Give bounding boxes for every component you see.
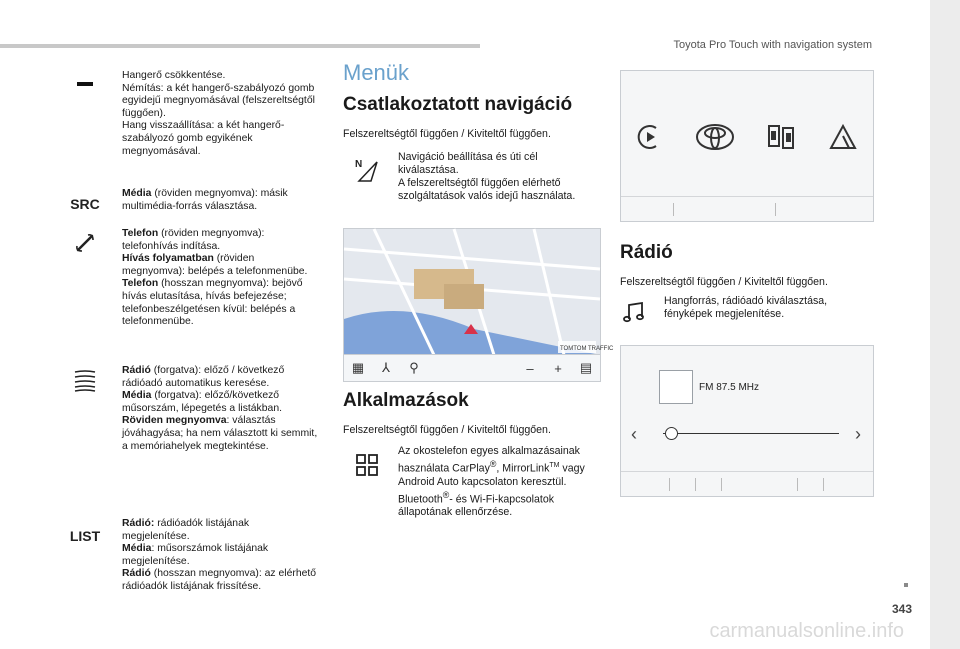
row-text-line: Telefon (hosszan megnyomva): bejövő hívás elutasítása, hívás befejezése; telefonbeszélgetésen kívül: belépés a telefonmenübe. [122, 278, 303, 328]
page-header: Toyota Pro Touch with navigation system [673, 39, 872, 51]
apps-desc-block [343, 445, 603, 535]
frequency-slider[interactable] [663, 433, 839, 434]
apps-title: Alkalmazások [343, 390, 469, 411]
navigation-icon [355, 157, 381, 188]
map-logo: TOMTOM TRAFFIC [560, 346, 614, 352]
list-icon: LIST [69, 528, 101, 544]
map-view[interactable] [344, 229, 614, 355]
phone-icon [60, 232, 110, 257]
fm-frequency: FM 87.5 MHz [699, 382, 760, 393]
radio-subtitle: Felszereltségtől függően / Kiviteltől függően. [620, 276, 828, 288]
radio-desc-block [620, 295, 880, 335]
map-screen[interactable] [343, 228, 614, 382]
toyota-logo-icon[interactable] [695, 123, 735, 156]
row-text-line: Hívás folyamatban (röviden megnyomva): belépés a telefonmenübe. [122, 253, 308, 277]
radio-screen [620, 345, 874, 497]
nav-desc-block [343, 151, 603, 215]
apps-subtitle: Felszereltségtől függően / Kiviteltől függően. [343, 424, 551, 436]
row-list-text [122, 518, 318, 594]
radio-screen-bar [621, 471, 873, 496]
side-strip [930, 0, 960, 649]
header-rule [0, 44, 480, 48]
pedestrian-icon[interactable]: ⅄ [382, 360, 390, 375]
row-volume-down-text: Hangerő csökkentése. Némítás: a két hangerő-szabályozó gomb egyidejű megnyomásával (felszereltségtől függően). Hang visszaállítása: a két hangerő-szabályozó gomb egyikének megnyomásával. [122, 70, 315, 157]
radio-title: Rádió [620, 242, 673, 263]
row-text-line: Rádió (hosszan megnyomva): az elérhető rádióadók listájának frissítése. [122, 568, 317, 592]
apps-grid-icon [355, 453, 379, 482]
nav-subtitle: Felszereltségtől függően / Kiviteltől függően. [343, 128, 551, 140]
zoom-out-icon[interactable]: – [526, 360, 534, 376]
chevron-right-icon[interactable]: › [855, 424, 861, 444]
flag-icon[interactable]: ▦ [351, 360, 365, 375]
apps-description: Az okostelefon egyes alkalmazásainak használata CarPlay®, MirrorLink™ vagy Android Auto kapcsolaton keresztül. Bluetooth®- és Wi-Fi-kapcsolatok állapotának ellenőrzése. [398, 445, 585, 519]
frequency-slider-handle[interactable] [665, 427, 678, 440]
page-number: 343 [891, 602, 912, 616]
minus-icon [60, 76, 110, 92]
svg-text:N: N [355, 159, 363, 170]
nav-description: Navigáció beállítása és úti cél kiválasztása. A felszereltségtől függően elérhető szolgáltatások valós idejű használata. [398, 151, 576, 202]
station-artwork [659, 370, 693, 404]
radio-description: Hangforrás, rádióadó kiválasztása, fényképek megjelenítése. [664, 295, 828, 320]
row-radio-text [122, 365, 318, 453]
apps-screen-icons [621, 123, 873, 156]
carplay-icon[interactable] [636, 123, 664, 156]
row-text-line: Média (forgatva): előző/következő műsorszám, lépegetés a listákban. [122, 390, 282, 414]
map-menu-icon[interactable]: ▤ [579, 360, 593, 375]
row-text-line: Rádió: rádióadók listájának megjelenítése. [122, 518, 250, 542]
page-dot [904, 583, 908, 587]
row-text-line: Röviden megnyomva: választás jóváhagyása; ha nem választott ki semmit, a memóriahelyek megtekintése. [122, 415, 318, 452]
android-auto-icon[interactable] [828, 123, 858, 156]
music-note-icon [622, 301, 646, 328]
row-text-line: Rádió (forgatva): előző / következő rádióadó automatikus keresése. [122, 365, 285, 389]
nav-title: Csatlakoztatott navigáció [343, 94, 573, 115]
radio-section [620, 242, 880, 335]
src-icon: SRC [70, 196, 100, 212]
map-toolbar [344, 354, 600, 381]
row-text-line: Média: műsorszámok listájának megjelenítése. [122, 543, 269, 567]
watermark: carmanualsonline.info [709, 620, 904, 642]
row-phone-text [122, 228, 318, 329]
apps-screen [620, 70, 874, 222]
apps-screen-bar [621, 196, 873, 221]
menus-title: Menük [343, 60, 410, 85]
zoom-in-icon[interactable]: + [554, 360, 562, 376]
row-text-line: Telefon (röviden megnyomva): telefonhívás indítása. [122, 228, 265, 252]
radio-icon [60, 369, 110, 396]
apps-section [343, 390, 603, 535]
search-icon[interactable]: ⚲ [409, 360, 419, 375]
middle-column [343, 60, 603, 215]
chevron-left-icon[interactable]: ‹ [631, 424, 637, 444]
row-src-text: Média (röviden megnyomva): másik multimédia-forrás választása. [122, 188, 288, 212]
mirrorlink-icon[interactable] [765, 123, 797, 156]
